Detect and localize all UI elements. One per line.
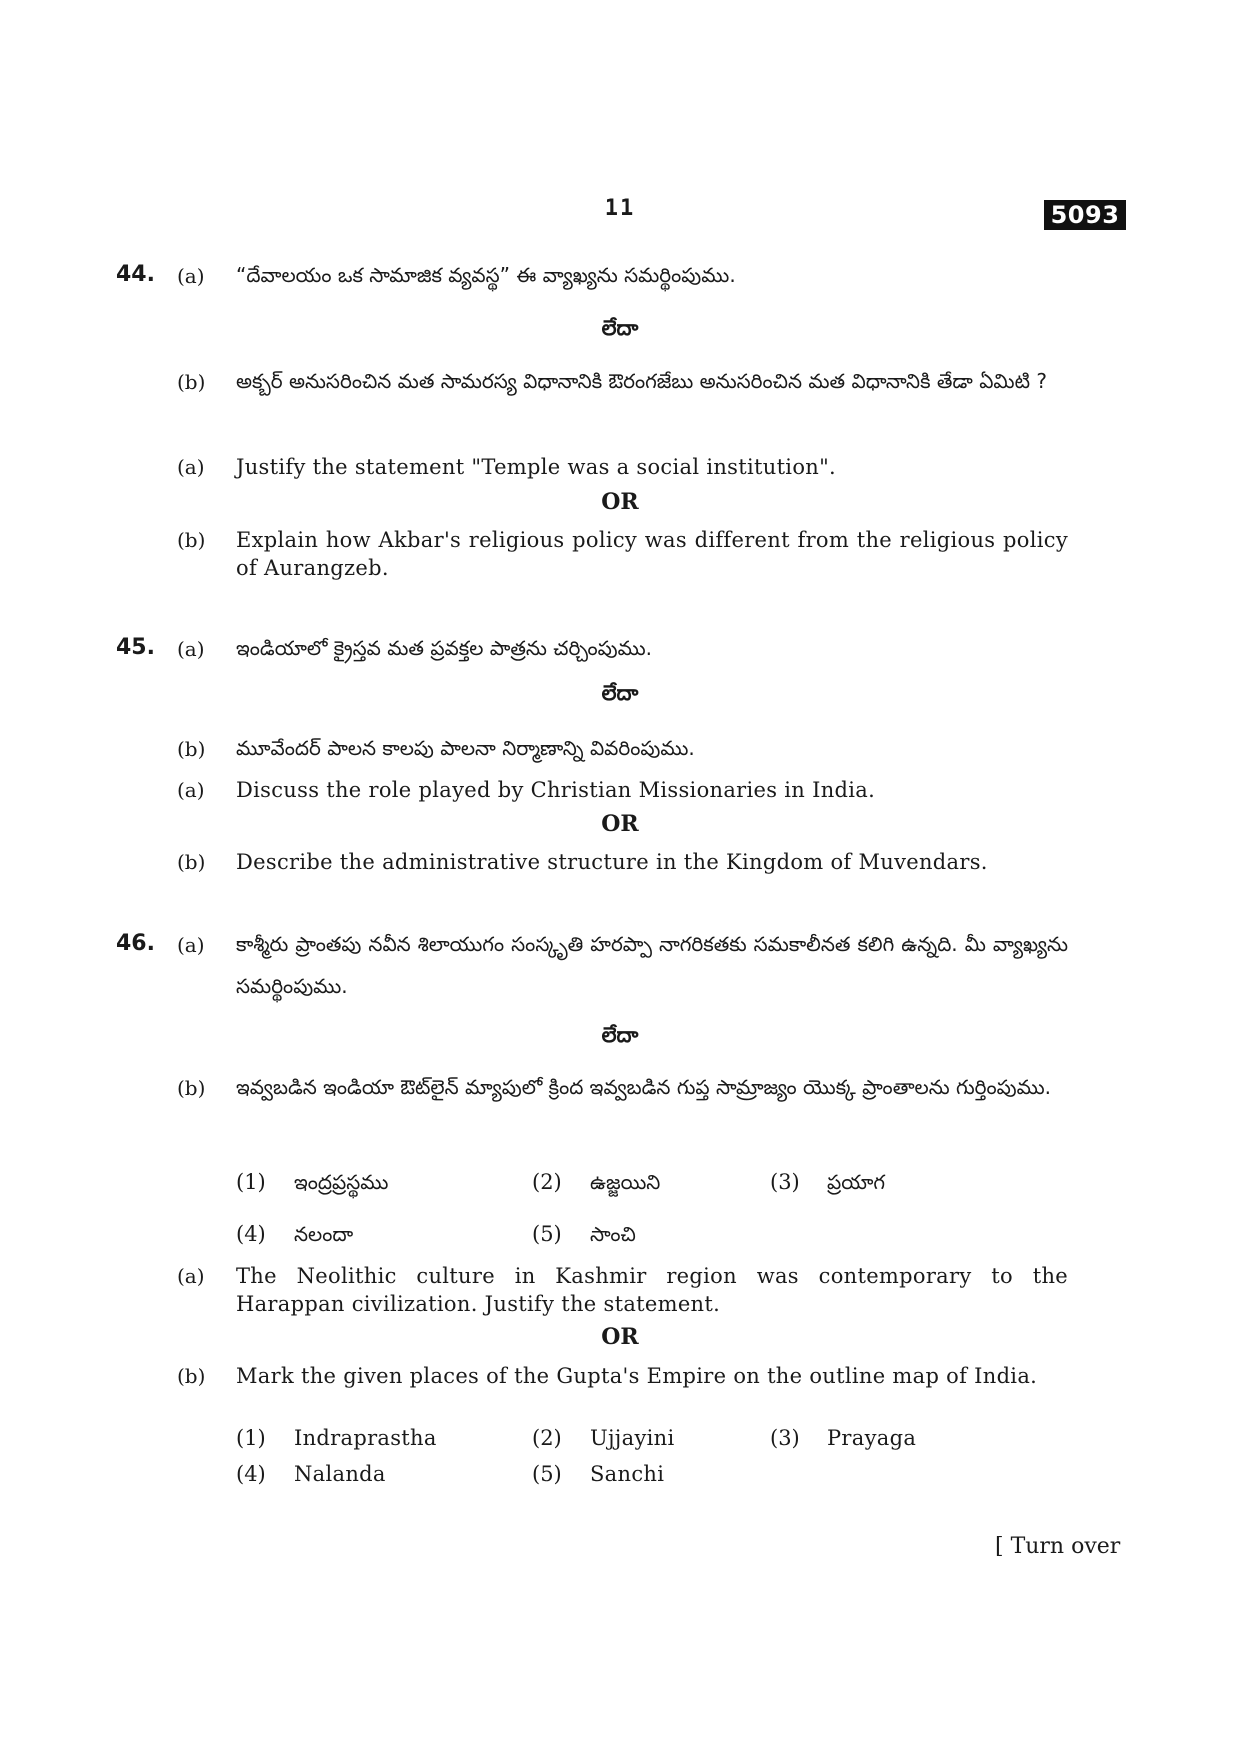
sub-label-a: (a) (177, 637, 205, 661)
question-45-a-telugu: ఇండియాలో క్రైస్తవ మత ప్రవక్తల పాత్రను చర్చింపుము. (236, 636, 653, 660)
option-label: ఉజ్జయిని (590, 1170, 661, 1194)
question-46-a-english: The Neolithic culture in Kashmir region was contemporary to the Harappan civilization. Justify the statement. (236, 1264, 1068, 1316)
option-number: (2) (532, 1170, 562, 1194)
question-44-a-english: Justify the statement "Temple was a social institution". (236, 455, 837, 479)
question-44-a-telugu: “దేవాలయం ఒక సామాజిక వ్యవస్థ” ఈ వ్యాఖ్యను సమర్థింపుము. (236, 263, 736, 287)
question-45-a-english: Discuss the role played by Christian Missionaries in India. (236, 778, 876, 802)
question-46-a-telugu: కాశ్మీరు ప్రాంతపు నవీన శిలాయుగం సంస్కృతి హరప్పా నాగరికతకు సమకాలీనత కలిగి ఉన్నది. మీ వ్యాఖ్యను సమర్థింపుము. (236, 932, 1068, 998)
option-number: (2) (532, 1426, 562, 1450)
sub-label-b: (b) (177, 1364, 206, 1388)
sub-label-b: (b) (177, 528, 206, 552)
option-label: Prayaga (827, 1426, 917, 1450)
question-46-b-telugu: ఇవ్వబడిన ఇండియా ఔట్‌లైన్ మ్యాపులో క్రింద ఇవ్వబడిన గుప్త సామ్రాజ్యం యొక్క ప్రాంతాలను గుర్తింపుము. (236, 1075, 1052, 1099)
or-telugu: లేదా (601, 681, 639, 705)
question-44-b-english: Explain how Akbar's religious policy was different from the religious policy of Aurangzeb. (236, 528, 1068, 580)
sub-label-a: (a) (177, 778, 205, 802)
question-46-b-english: Mark the given places of the Gupta's Empire on the outline map of India. (236, 1364, 1038, 1388)
sub-label-a: (a) (177, 1264, 205, 1288)
option-label: నలందా (294, 1222, 354, 1246)
question-number: 44. (116, 262, 155, 287)
option-number: (5) (532, 1222, 562, 1246)
question-number: 45. (116, 635, 155, 660)
sub-label-b: (b) (177, 370, 206, 394)
paper-code-badge: 5093 (1044, 200, 1126, 230)
option-label: Ujjayini (590, 1426, 675, 1450)
or-telugu: లేదా (601, 316, 639, 340)
option-label: Sanchi (590, 1462, 665, 1486)
or-english: OR (601, 811, 639, 837)
question-number: 46. (116, 931, 155, 956)
option-number: (5) (532, 1462, 562, 1486)
sub-label-b: (b) (177, 1076, 206, 1100)
option-number: (1) (236, 1170, 266, 1194)
sub-label-b: (b) (177, 737, 206, 761)
page-number: 11 (604, 196, 636, 221)
sub-label-b: (b) (177, 850, 206, 874)
question-45-b-english: Describe the administrative structure in the Kingdom of Muvendars. (236, 850, 988, 874)
sub-label-a: (a) (177, 933, 205, 957)
option-label: ప్రయాగ (827, 1170, 886, 1194)
option-number: (4) (236, 1462, 266, 1486)
sub-label-a: (a) (177, 455, 205, 479)
or-english: OR (601, 1324, 639, 1350)
option-label: Indraprastha (294, 1426, 437, 1450)
or-telugu: లేదా (601, 1023, 639, 1047)
option-number: (3) (770, 1170, 800, 1194)
question-45-b-telugu: మూవేందర్ పాలన కాలపు పాలనా నిర్మాణాన్ని వివరింపుము. (236, 736, 695, 760)
option-number: (1) (236, 1426, 266, 1450)
option-label: సాంచి (590, 1222, 636, 1246)
option-number: (3) (770, 1426, 800, 1450)
question-44-b-telugu: అక్బర్ అనుసరించిన మత సామరస్య విధానానికి ఔరంగజేబు అనుసరించిన మత విధానానికి తేడా ఏమిటి ? (236, 369, 1047, 393)
or-english: OR (601, 489, 639, 515)
option-number: (4) (236, 1222, 266, 1246)
option-label: ఇంద్రప్రస్థము (294, 1170, 389, 1194)
option-label: Nalanda (294, 1462, 386, 1486)
sub-label-a: (a) (177, 264, 205, 288)
turn-over-note: [ Turn over (995, 1534, 1121, 1559)
